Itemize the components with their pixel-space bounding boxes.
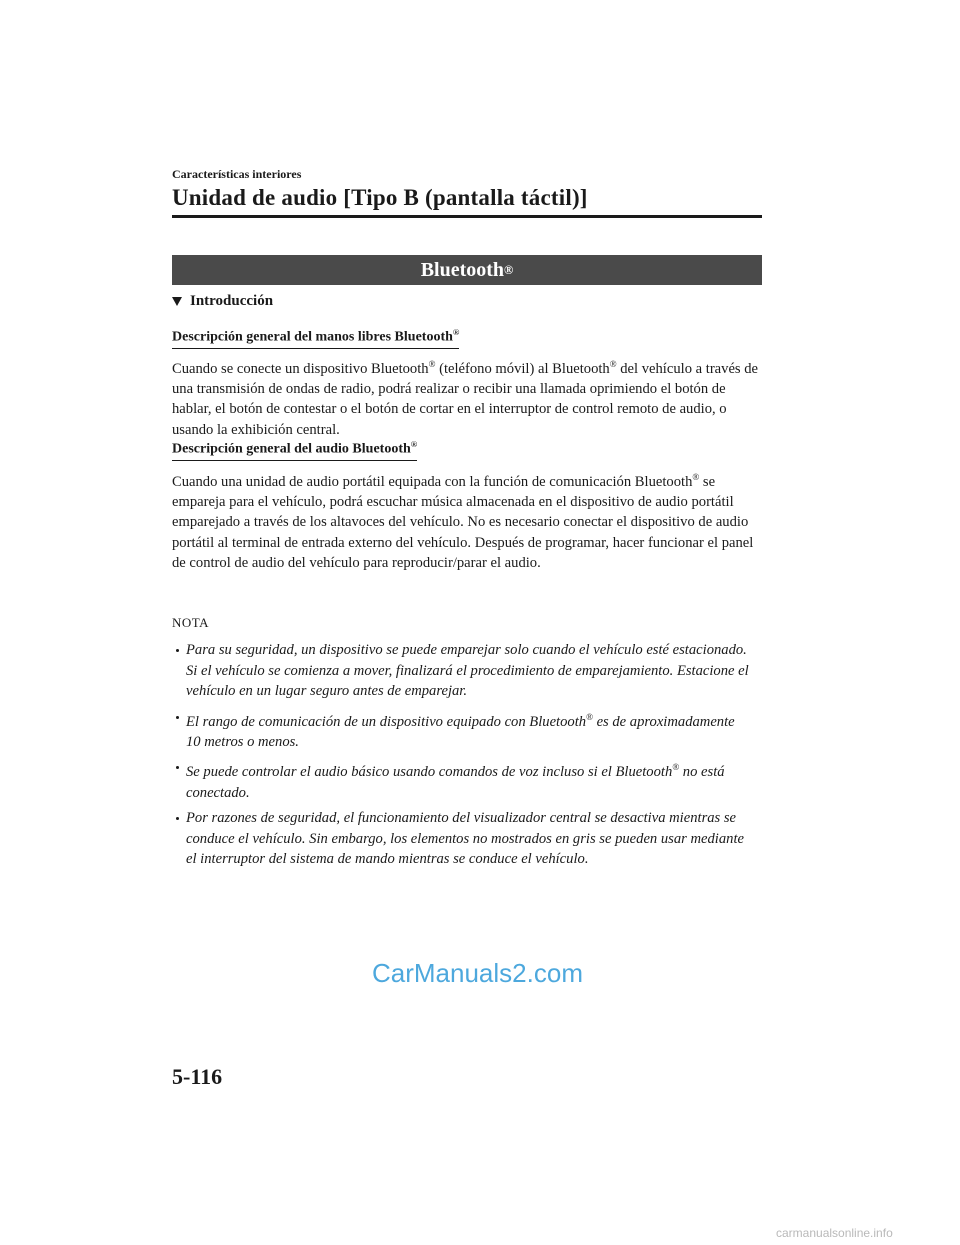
chapter-title: Unidad de audio [Tipo B (pantalla táctil)]: [172, 185, 588, 210]
registered-mark: ®: [672, 762, 680, 773]
bluetooth-banner: [172, 255, 762, 285]
intro-label: Introducción: [190, 293, 274, 309]
bullet-icon: [176, 649, 179, 652]
audio-heading-text: Descripción general del audio Bluetooth: [172, 441, 411, 457]
registered-mark: ®: [504, 262, 514, 277]
footer-site: carmanualsonline.info: [776, 1226, 893, 1240]
audio-paragraph: Cuando una unidad de audio portátil equipada con la función de comunicación Bluetooth® se empareja para el vehículo, podrá escuchar música almacenada en el dispositivo de audio portátil emparejado a través de los altavoces del vehículo. No es necesario conectar el dispositivo de audio portátil al terminal de entrada externo del vehículo. Después de programar, hacer funcionar el panel de control de audio del vehículo para reproducir/parar el audio.: [172, 472, 754, 572]
intro-heading: [172, 293, 273, 310]
bullet-icon: [176, 766, 179, 769]
registered-mark: ®: [586, 711, 593, 722]
handsfree-heading: [172, 327, 459, 349]
registered-mark: ®: [692, 472, 700, 482]
bullet-icon: [176, 716, 179, 719]
note-list: [172, 640, 752, 875]
bullet-icon: [176, 817, 179, 820]
note-item: El rango de comunicación de un dispositivo equipado con Bluetooth® es de aproximadamente 10 metros o menos.: [172, 707, 752, 753]
note-item: Se puede controlar el audio básico usando comandos de voz incluso si el Bluetooth® no está conectado.: [172, 757, 752, 803]
registered-mark: ®: [428, 359, 436, 369]
banner-title: Bluetooth: [420, 258, 505, 281]
triangle-down-icon: [172, 297, 182, 306]
note-item: Por razones de seguridad, el funcionamiento del visualizador central se desactiva mientras se conduce el vehículo. Sin embargo, los elementos no mostrados en gris se pueden usar mediante el interruptor del sistema de mando mientras se conduce el vehículo.: [172, 808, 752, 870]
registered-mark: ®: [410, 439, 418, 449]
page-number: 5-116: [172, 1064, 223, 1089]
note-label: NOTA: [172, 615, 210, 630]
header-rule: [172, 215, 762, 218]
audio-heading: [172, 439, 417, 461]
watermark: CarManuals2.com: [372, 958, 583, 988]
handsfree-paragraph: Cuando se conecte un dispositivo Bluetooth® (teléfono móvil) al Bluetooth® del vehículo a través de una transmisión de ondas de radio, podrá realizar o recibir una llamada oprimiendo el botón de hablar, el botón de contestar o el botón de cortar en el interruptor de control remoto de audio, o usando la exhibición central.: [172, 359, 759, 438]
handsfree-heading-text: Descripción general del manos libres Bluetooth: [172, 329, 453, 345]
note-item: Para su seguridad, un dispositivo se puede emparejar solo cuando el vehículo esté estacionado. Si el vehículo se comienza a mover, finalizará el procedimiento de emparejamiento. Estacione el vehículo en un lugar seguro antes de emparejar.: [172, 640, 752, 702]
registered-mark: ®: [609, 359, 617, 369]
section-label: Características interiores: [172, 167, 302, 181]
registered-mark: ®: [452, 327, 460, 337]
